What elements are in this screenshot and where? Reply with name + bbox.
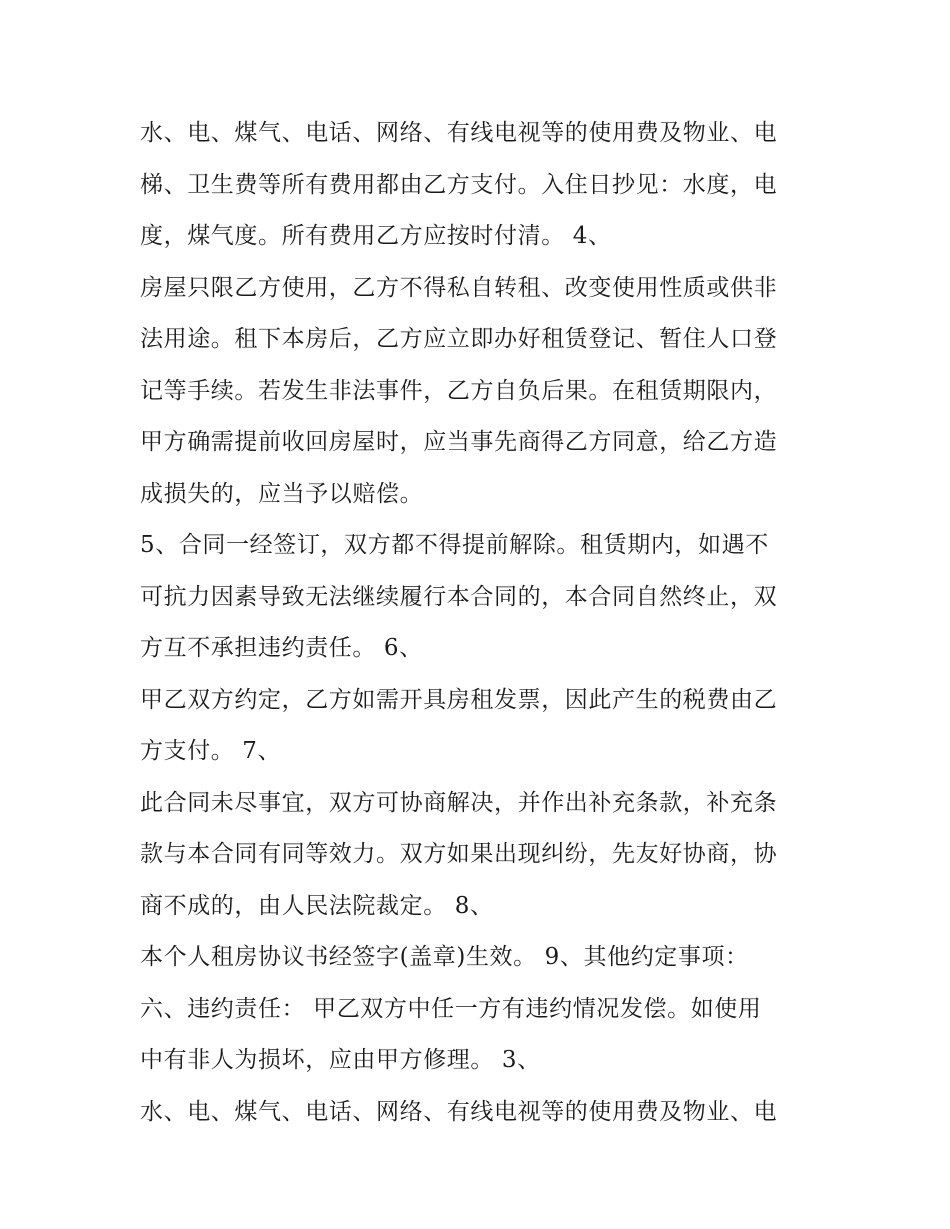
text-line: 梯、卫生费等所有费用都由乙方支付。入住日抄见：水度，电 [140, 171, 778, 198]
text-line: 房屋只限乙方使用，乙方不得私自转租、改变使用性质或供非 [140, 274, 778, 301]
text-line: 款与本合同有同等效力。双方如果出现纠纷，先友好协商，协 [140, 841, 778, 867]
document-body [140, 108, 830, 1138]
text-line: 成损失的，应当予以赔偿。 [140, 480, 424, 507]
text-line: 水、电、煤气、电话、网络、有线电视等的使用费及物业、电 [140, 120, 778, 146]
text-line: 可抗力因素导致无法继续履行本合同的，本合同自然终止，双 [140, 583, 778, 610]
text-line: 5、合同一经签订，双方都不得提前解除。租赁期内，如遇不 [140, 532, 769, 558]
text-line: 水、电、煤气、电话、网络、有线电视等的使用费及物业、电 [140, 1098, 778, 1125]
text-line: 中有非人为损坏，应由甲方修理。 3、 [140, 1047, 541, 1073]
text-line: 本个人租房协议书经签字(盖章)生效。 9、其他约定事项： [140, 944, 749, 970]
text-line: 甲方确需提前收回房屋时，应当事先商得乙方同意，给乙方造 [140, 429, 778, 455]
text-line: 记等手续。若发生非法事件，乙方自负后果。在租赁期限内， [140, 377, 778, 404]
text-line: 方互不承担违约责任。 6、 [140, 635, 423, 661]
text-line: 此合同未尽事宜，双方可协商解决，并作出补充条款，补充条 [140, 789, 778, 816]
text-line: 方支付。 7、 [140, 738, 282, 764]
text-line: 甲乙双方约定，乙方如需开具房租发票，因此产生的税费由乙 [140, 686, 778, 713]
text-line: 商不成的，由人民法院裁定。 8、 [140, 892, 494, 919]
text-line: 度，煤气度。所有费用乙方应按时付清。 4、 [140, 223, 612, 249]
text-line: 六、违约责任： 甲乙双方中任一方有违约情况发偿。如使用 [140, 995, 762, 1022]
text-line: 法用途。租下本房后，乙方应立即办好租赁登记、暂住人口登 [140, 326, 778, 352]
